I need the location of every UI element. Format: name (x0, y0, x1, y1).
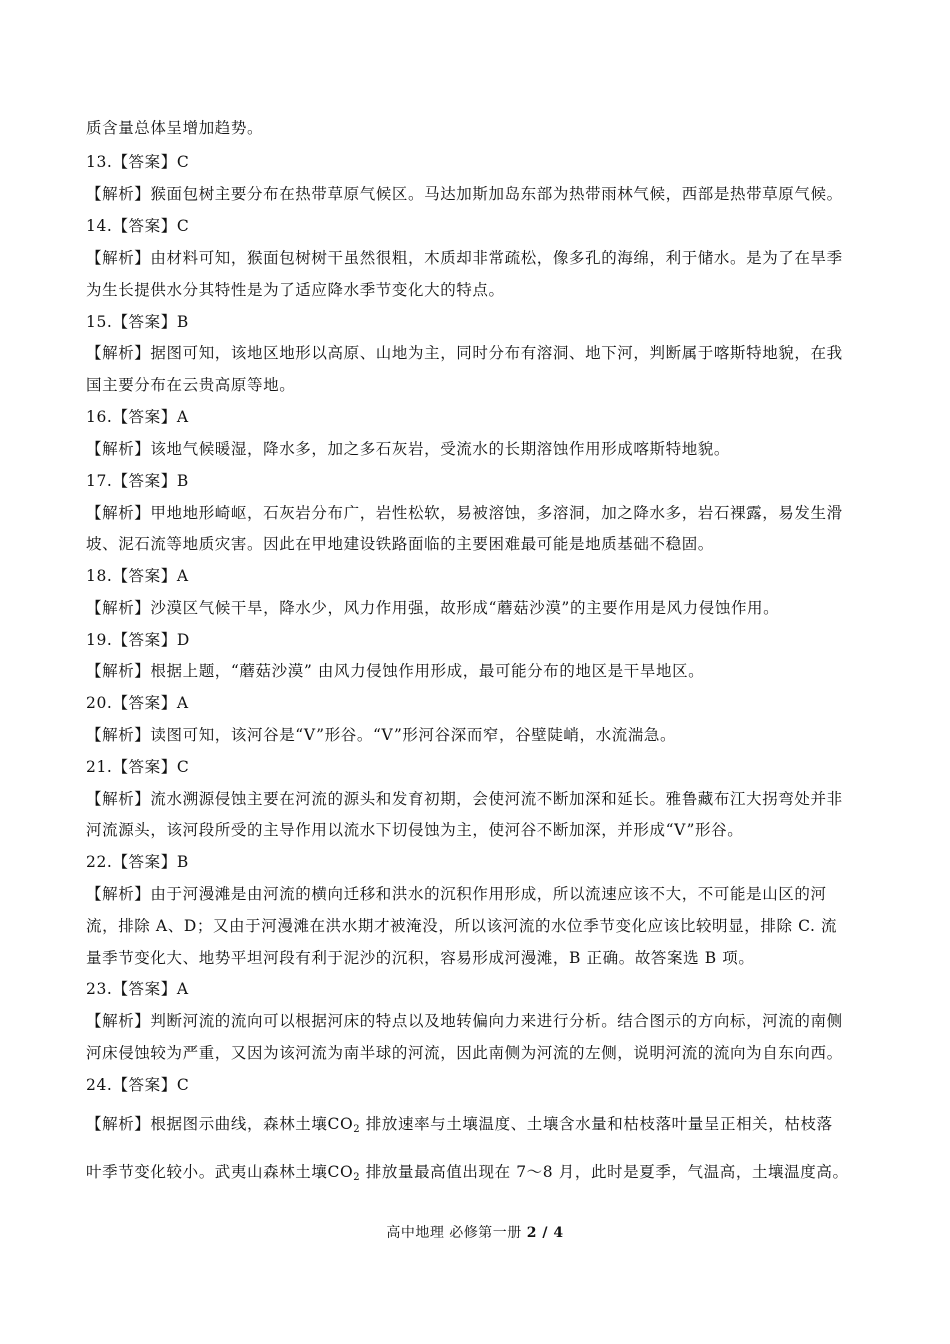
footer-title: 高中地理 必修第一册 (386, 1225, 522, 1241)
answer-21: 21.【答案】C (86, 758, 190, 776)
answer-23: 23.【答案】A (86, 980, 189, 998)
analysis-13: 【解析】猴面包树主要分布在热带草原气候区。马达加斯加岛东部为热带雨林气候，西部是热带草原气候。 (86, 185, 843, 203)
answer-16: 16.【答案】A (86, 408, 189, 426)
analysis-23: 【解析】判断河流的流向可以根据河床的特点以及地转偏向力来进行分析。结合图示的方向标，河流的南侧 (86, 1012, 843, 1030)
text-segment: 排放量最高值出现在 7～8 月，此时是夏季，气温高，土壤温度高。 (360, 1163, 849, 1181)
text-line: 质含量总体呈增加趋势。 (86, 119, 264, 137)
page-number: 2 (526, 1225, 538, 1241)
answer-17: 17.【答案】B (86, 472, 189, 490)
text-segment: 叶季节变化较小。武夷山森林土壤CO (86, 1163, 354, 1181)
analysis-23-cont: 河床侵蚀较为严重，又因为该河流为南半球的河流，因此南侧为河流的左侧，说明河流的流向为自东向西。 (86, 1044, 843, 1062)
analysis-19: 【解析】根据上题，“蘑菇沙漠” 由风力侵蚀作用形成，最可能分布的地区是干旱地区。 (86, 662, 705, 680)
analysis-17-cont: 坡、泥石流等地质灾害。因此在甲地建设铁路面临的主要困难最可能是地质基础不稳固。 (86, 535, 714, 553)
analysis-24 (86, 1113, 866, 1135)
analysis-17: 【解析】甲地地形崎岖，石灰岩分布广，岩性松软，易被溶蚀，多溶洞，加之降水多，岩石裸露，易发生滑 (86, 504, 843, 522)
analysis-20: 【解析】读图可知，该河谷是“V”形谷。“V”形河谷深而窄，谷壁陡峭，水流湍急。 (86, 726, 677, 744)
answer-14: 14.【答案】C (86, 217, 190, 235)
page-separator: / (537, 1225, 554, 1241)
analysis-14-cont: 为生长提供水分其特性是为了适应降水季节变化大的特点。 (86, 281, 505, 299)
answer-22: 22.【答案】B (86, 853, 189, 871)
page-total: 4 (553, 1225, 564, 1241)
subscript: 2 (353, 1124, 361, 1135)
answer-20: 20.【答案】A (86, 694, 189, 712)
analysis-22-cont: 流，排除 A、D；又由于河漫滩在洪水期才被淹没，所以该河流的水位季节变化应该比较明显，排除 C. 流 (86, 917, 838, 935)
text-segment: 排放速率与土壤温度、土壤含水量和枯枝落叶量呈正相关，枯枝落 (360, 1115, 833, 1133)
answer-19: 19.【答案】D (86, 631, 190, 649)
answer-15: 15.【答案】B (86, 313, 189, 331)
answer-13: 13.【答案】C (86, 153, 190, 171)
answer-24: 24.【答案】C (86, 1076, 190, 1094)
analysis-14: 【解析】由材料可知，猴面包树树干虽然很粗，木质却非常疏松，像多孔的海绵，利于储水。是为了在旱季 (86, 249, 843, 267)
page-footer (0, 1223, 950, 1243)
analysis-16: 【解析】该地气候暖湿，降水多，加之多石灰岩，受流水的长期溶蚀作用形成喀斯特地貌。 (86, 440, 731, 458)
answer-18: 18.【答案】A (86, 567, 189, 585)
analysis-24-cont (86, 1161, 866, 1183)
analysis-15-cont: 国主要分布在云贵高原等地。 (86, 376, 296, 394)
text-segment: 【解析】根据图示曲线，森林土壤CO (86, 1115, 354, 1133)
analysis-21-cont: 河流源头，该河段所受的主导作用以流水下切侵蚀为主，使河谷不断加深，并形成“V”形谷。 (86, 821, 744, 839)
analysis-15: 【解析】据图可知，该地区地形以高原、山地为主，同时分布有溶洞、地下河，判断属于喀斯特地貌，在我 (86, 344, 843, 362)
analysis-18: 【解析】沙漠区气候干旱，降水少，风力作用强，故形成“蘑菇沙漠”的主要作用是风力侵蚀作用。 (86, 599, 780, 617)
analysis-22: 【解析】由于河漫滩是由河流的横向迁移和洪水的沉积作用形成，所以流速应该不大，不可能是山区的河 (86, 885, 827, 903)
analysis-22-cont2: 量季节变化大、地势平坦河段有利于泥沙的沉积，容易形成河漫滩，B 正确。故答案选 B 项。 (86, 949, 755, 967)
analysis-21: 【解析】流水溯源侵蚀主要在河流的源头和发育初期，会使河流不断加深和延长。雅鲁藏布江大拐弯处并非 (86, 790, 843, 808)
subscript: 2 (353, 1172, 361, 1183)
